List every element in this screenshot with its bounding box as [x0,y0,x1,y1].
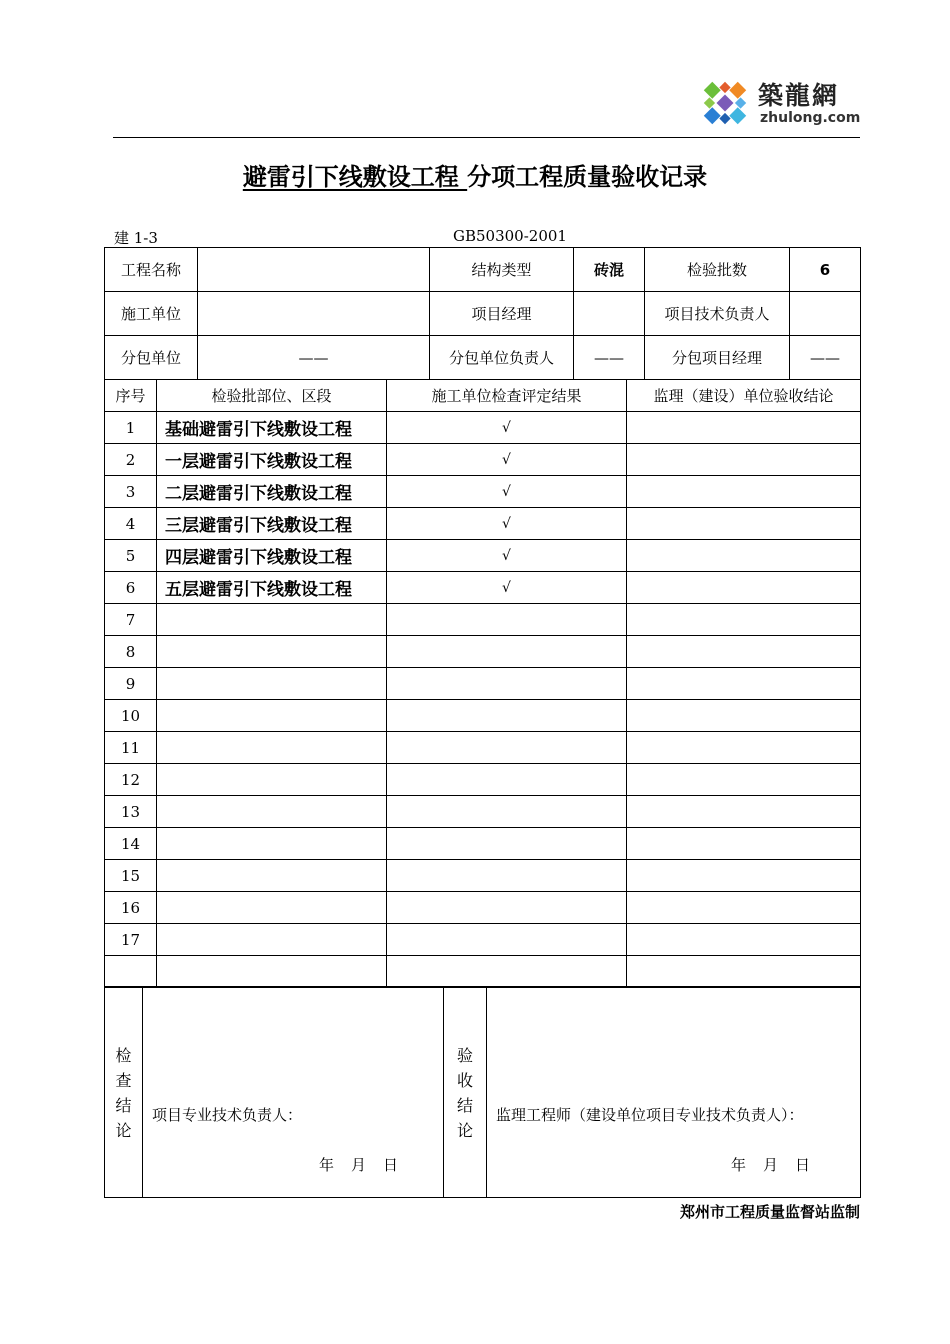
title-rest: 分项工程质量验收记录 [467,163,708,191]
table-row [105,796,861,828]
row-check-result[interactable] [387,956,627,988]
table-row [105,540,861,572]
row-location[interactable]: 四层避雷引下线敷设工程 [157,540,387,572]
row-number [105,956,157,988]
page-title [0,157,950,192]
row-number: 8 [105,636,157,668]
check-conclusion-field[interactable] [143,987,444,1198]
project-info-table [104,247,861,380]
table-row [105,636,861,668]
column-header-result: 施工单位检查评定结果 [387,380,627,412]
check-date: 年 月 日 [319,1156,400,1174]
row-number: 9 [105,668,157,700]
header-divider [113,137,860,138]
project-info-row [105,292,861,336]
conclusion-row [105,987,861,1198]
row-check-result[interactable]: √ [387,540,627,572]
row-supervisor-conclusion[interactable] [627,732,861,764]
logo-chinese-text: 築龍網 [758,81,840,110]
row-check-result[interactable] [387,604,627,636]
project-name-field[interactable] [198,248,430,292]
row-number: 12 [105,764,157,796]
construction-unit-field[interactable] [198,292,430,336]
table-body [105,412,861,988]
row-check-result[interactable]: √ [387,444,627,476]
check-label-char: 论 [115,1121,132,1140]
row-supervisor-conclusion[interactable] [627,604,861,636]
table-header-row [105,380,861,412]
row-location[interactable] [157,956,387,988]
row-supervisor-conclusion[interactable] [627,956,861,988]
row-supervisor-conclusion[interactable] [627,540,861,572]
row-number: 2 [105,444,157,476]
row-supervisor-conclusion[interactable] [627,860,861,892]
row-number: 1 [105,412,157,444]
structure-type-label: 结构类型 [430,248,574,292]
row-location[interactable] [157,732,387,764]
row-location[interactable]: 五层避雷引下线敷设工程 [157,572,387,604]
table-row [105,444,861,476]
row-supervisor-conclusion[interactable] [627,668,861,700]
row-check-result[interactable]: √ [387,476,627,508]
row-check-result[interactable] [387,636,627,668]
project-manager-field[interactable] [574,292,645,336]
inspection-batch-table [104,379,861,988]
row-supervisor-conclusion[interactable] [627,828,861,860]
row-number: 15 [105,860,157,892]
row-location[interactable] [157,764,387,796]
form-code: 建 1-3 [114,229,158,247]
column-header-no: 序号 [105,380,157,412]
table-row [105,476,861,508]
table-row [105,412,861,444]
row-number: 11 [105,732,157,764]
row-check-result[interactable] [387,828,627,860]
row-location[interactable] [157,828,387,860]
row-supervisor-conclusion[interactable] [627,796,861,828]
column-header-location: 检验批部位、区段 [157,380,387,412]
row-check-result[interactable]: √ [387,412,627,444]
subcontractor-lead-label: 分包单位负责人 [430,336,574,380]
footer-supervisor: 郑州市工程质量监督站监制 [679,1203,860,1221]
row-supervisor-conclusion[interactable] [627,636,861,668]
row-location[interactable] [157,924,387,956]
tech-lead-field[interactable] [790,292,861,336]
row-location[interactable]: 一层避雷引下线敷设工程 [157,444,387,476]
table-row [105,732,861,764]
batch-count-field[interactable]: 6 [790,248,861,292]
table-row [105,892,861,924]
row-check-result[interactable] [387,860,627,892]
subcontract-manager-field[interactable]: —— [790,336,861,380]
row-supervisor-conclusion[interactable] [627,508,861,540]
row-check-result[interactable] [387,796,627,828]
row-check-result[interactable] [387,700,627,732]
title-subitem-name: 避雷引下线敷设工程 [242,163,468,191]
row-location[interactable] [157,860,387,892]
row-check-result[interactable] [387,892,627,924]
row-number: 4 [105,508,157,540]
zhulong-logo-mark-icon [694,72,756,134]
row-location[interactable] [157,892,387,924]
row-supervisor-conclusion[interactable] [627,476,861,508]
row-check-result[interactable]: √ [387,572,627,604]
row-location[interactable]: 三层避雷引下线敷设工程 [157,508,387,540]
row-number: 17 [105,924,157,956]
table-row [105,572,861,604]
row-supervisor-conclusion[interactable] [627,444,861,476]
row-number: 5 [105,540,157,572]
project-info-row [105,336,861,380]
row-supervisor-conclusion[interactable] [627,764,861,796]
row-supervisor-conclusion[interactable] [627,412,861,444]
row-number: 10 [105,700,157,732]
subcontractor-label: 分包单位 [105,336,198,380]
row-location[interactable]: 基础避雷引下线敷设工程 [157,412,387,444]
accept-signer-label: 监理工程师（建设单位项目专业技术负责人）： [496,1106,804,1124]
row-location[interactable]: 二层避雷引下线敷设工程 [157,476,387,508]
table-row [105,700,861,732]
accept-label-char: 收 [456,1071,473,1090]
project-info-row [105,248,861,292]
table-row [105,508,861,540]
accept-date: 年 月 日 [731,1156,812,1174]
row-location[interactable] [157,668,387,700]
row-supervisor-conclusion[interactable] [627,924,861,956]
construction-unit-label: 施工单位 [105,292,198,336]
accept-label-char: 验 [456,1046,473,1065]
row-supervisor-conclusion[interactable] [627,892,861,924]
accept-conclusion-label [444,987,487,1198]
check-label-char: 查 [115,1071,132,1090]
table-row [105,604,861,636]
structure-type-field[interactable]: 砖混 [574,248,645,292]
table-row [105,924,861,956]
row-location[interactable] [157,796,387,828]
column-header-conclusion: 监理（建设）单位验收结论 [627,380,861,412]
zhulong-logo [694,72,860,134]
check-label-char: 检 [115,1046,132,1065]
row-supervisor-conclusion[interactable] [627,700,861,732]
row-check-result[interactable] [387,732,627,764]
row-check-result[interactable] [387,764,627,796]
check-signer-label: 项目专业技术负责人： [152,1106,303,1124]
row-check-result[interactable] [387,668,627,700]
project-manager-label: 项目经理 [430,292,574,336]
accept-label-char: 论 [456,1121,473,1140]
row-number: 3 [105,476,157,508]
row-location[interactable] [157,700,387,732]
tech-lead-label: 项目技术负责人 [645,292,790,336]
row-number: 13 [105,796,157,828]
standard-code: GB50300-2001 [453,227,567,245]
row-number: 14 [105,828,157,860]
row-number: 6 [105,572,157,604]
row-number: 7 [105,604,157,636]
row-location[interactable] [157,604,387,636]
table-row [105,828,861,860]
check-label-char: 结 [115,1096,132,1115]
row-check-result[interactable] [387,924,627,956]
subcontractor-lead-field[interactable]: —— [574,336,645,380]
table-row [105,764,861,796]
subcontract-manager-label: 分包项目经理 [645,336,790,380]
project-name-label: 工程名称 [105,248,198,292]
accept-conclusion-field[interactable] [487,987,861,1198]
row-number: 16 [105,892,157,924]
table-row [105,956,861,988]
subcontractor-field[interactable]: —— [198,336,430,380]
check-conclusion-label [105,987,143,1198]
logo-english-text: zhulong.com [760,110,861,126]
row-check-result[interactable]: √ [387,508,627,540]
accept-label-char: 结 [456,1096,473,1115]
row-location[interactable] [157,636,387,668]
row-supervisor-conclusion[interactable] [627,572,861,604]
table-row [105,860,861,892]
conclusion-table [104,986,861,1198]
batch-count-label: 检验批数 [645,248,790,292]
table-row [105,668,861,700]
